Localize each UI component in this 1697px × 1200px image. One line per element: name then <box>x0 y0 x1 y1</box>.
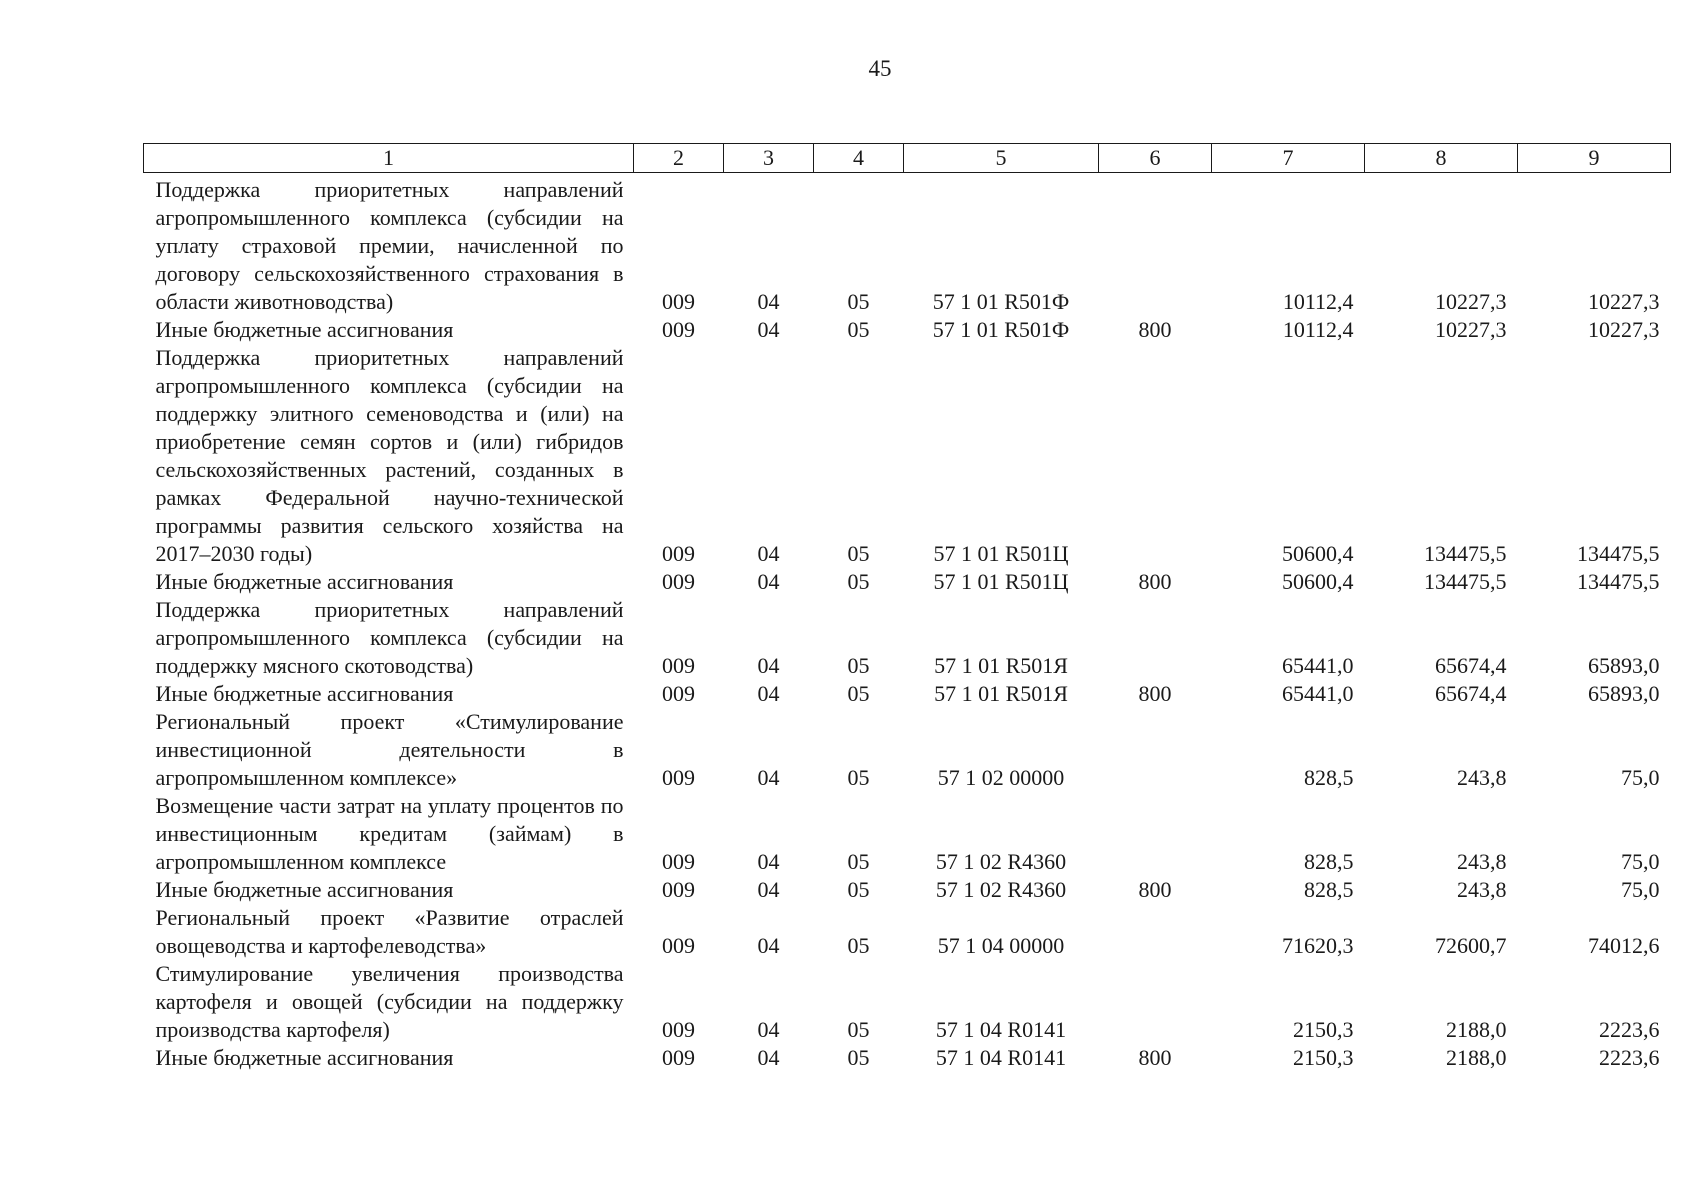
row-name: Региональный проект «Стимулирование инвестиционной деятельности в агропромышленном комплексе» <box>155 709 624 790</box>
amount-col7: 828,5 <box>1304 849 1354 874</box>
target-article-code: 57 1 01 R501Я <box>934 681 1068 706</box>
subsection-code: 05 <box>847 933 870 958</box>
column-header: 8 <box>1365 144 1518 173</box>
table-row <box>144 708 1671 792</box>
target-article-code: 57 1 04 R0141 <box>935 1045 1067 1070</box>
target-article-code: 57 1 01 R501Я <box>934 653 1068 678</box>
ministry-code: 009 <box>662 569 695 594</box>
amount-col8: 10227,3 <box>1435 289 1507 314</box>
subsection-code: 05 <box>847 1017 870 1042</box>
row-name: Поддержка приоритетных направлений агропромышленного комплекса (субсидии на уплату страховой премии, начисленной по договору сельскохозяйственного страхования в области животноводства) <box>155 177 624 314</box>
subsection-code: 05 <box>847 569 870 594</box>
ministry-code: 009 <box>662 1045 695 1070</box>
column-header: 3 <box>724 144 814 173</box>
target-article-code: 57 1 01 R501Ц <box>933 541 1069 566</box>
column-header: 1 <box>144 144 634 173</box>
header-row <box>144 144 1671 173</box>
column-header: 7 <box>1212 144 1365 173</box>
expense-type-code: 800 <box>1138 317 1172 342</box>
subsection-code: 05 <box>847 681 870 706</box>
table-row <box>144 876 1671 904</box>
amount-col9: 65893,0 <box>1588 681 1660 706</box>
section-code: 04 <box>757 317 780 342</box>
row-name: Возмещение части затрат на уплату процентов по инвестиционным кредитам (займам) в агропромышленном комплексе <box>155 793 624 874</box>
ministry-code: 009 <box>662 849 695 874</box>
amount-col8: 10227,3 <box>1435 317 1507 342</box>
ministry-code: 009 <box>662 1017 695 1042</box>
row-name: Иные бюджетные ассигнования <box>155 569 454 594</box>
amount-col9: 2223,6 <box>1599 1045 1660 1070</box>
amount-col8: 134475,5 <box>1424 569 1507 594</box>
section-code: 04 <box>757 933 780 958</box>
amount-col7: 65441,0 <box>1282 681 1354 706</box>
subsection-code: 05 <box>847 877 870 902</box>
amount-col9: 75,0 <box>1621 765 1660 790</box>
section-code: 04 <box>757 681 780 706</box>
ministry-code: 009 <box>662 289 695 314</box>
expense-type-code: 800 <box>1138 681 1172 706</box>
target-article-code: 57 1 04 00000 <box>937 933 1065 958</box>
subsection-code: 05 <box>847 849 870 874</box>
amount-col7: 2150,3 <box>1293 1017 1354 1042</box>
row-name: Стимулирование увеличения производства картофеля и овощей (субсидии на поддержку производства картофеля) <box>155 961 624 1042</box>
amount-col9: 134475,5 <box>1577 569 1660 594</box>
subsection-code: 05 <box>847 541 870 566</box>
amount-col7: 50600,4 <box>1282 541 1354 566</box>
budget-table <box>143 143 1671 1072</box>
column-header: 9 <box>1518 144 1671 173</box>
row-name: Региональный проект «Развитие отраслей овощеводства и картофелеводства» <box>155 905 624 958</box>
ministry-code: 009 <box>662 933 695 958</box>
target-article-code: 57 1 04 R0141 <box>935 1017 1067 1042</box>
expense-type-code <box>1099 960 1212 1044</box>
amount-col8: 134475,5 <box>1424 541 1507 566</box>
table-row <box>144 904 1671 960</box>
target-article-code: 57 1 02 R4360 <box>935 877 1067 902</box>
target-article-code: 57 1 02 R4360 <box>935 849 1067 874</box>
amount-col8: 243,8 <box>1457 849 1507 874</box>
amount-col9: 10227,3 <box>1588 317 1660 342</box>
table-row <box>144 316 1671 344</box>
row-name: Иные бюджетные ассигнования <box>155 1045 454 1070</box>
row-name: Иные бюджетные ассигнования <box>155 317 454 342</box>
table-row <box>144 596 1671 680</box>
section-code: 04 <box>757 653 780 678</box>
section-code: 04 <box>757 1017 780 1042</box>
ministry-code: 009 <box>662 877 695 902</box>
ministry-code: 009 <box>662 541 695 566</box>
target-article-code: 57 1 02 00000 <box>937 765 1065 790</box>
amount-col8: 2188,0 <box>1446 1045 1507 1070</box>
table-row <box>144 344 1671 568</box>
column-header: 4 <box>814 144 904 173</box>
amount-col8: 2188,0 <box>1446 1017 1507 1042</box>
table-row <box>144 960 1671 1044</box>
amount-col8: 65674,4 <box>1435 681 1507 706</box>
row-name: Поддержка приоритетных направлений агропромышленного комплекса (субсидии на поддержку мясного скотоводства) <box>155 597 624 678</box>
section-code: 04 <box>757 849 780 874</box>
ministry-code: 009 <box>662 653 695 678</box>
row-name: Иные бюджетные ассигнования <box>155 681 454 706</box>
section-code: 04 <box>757 541 780 566</box>
amount-col7: 10112,4 <box>1282 317 1354 342</box>
amount-col7: 828,5 <box>1304 877 1354 902</box>
section-code: 04 <box>757 877 780 902</box>
ministry-code: 009 <box>662 765 695 790</box>
amount-col7: 10112,4 <box>1282 289 1354 314</box>
expense-type-code <box>1099 596 1212 680</box>
table-row <box>144 173 1671 317</box>
subsection-code: 05 <box>847 765 870 790</box>
amount-col7: 50600,4 <box>1282 569 1354 594</box>
amount-col7: 2150,3 <box>1293 1045 1354 1070</box>
target-article-code: 57 1 01 R501Ф <box>932 317 1070 342</box>
amount-col8: 243,8 <box>1457 877 1507 902</box>
amount-col9: 10227,3 <box>1588 289 1660 314</box>
expense-type-code <box>1099 904 1212 960</box>
expense-type-code: 800 <box>1138 1045 1172 1070</box>
expense-type-code <box>1099 344 1212 568</box>
column-header: 6 <box>1099 144 1212 173</box>
subsection-code: 05 <box>847 653 870 678</box>
table-row <box>144 1044 1671 1072</box>
ministry-code: 009 <box>662 317 695 342</box>
amount-col8: 243,8 <box>1457 765 1507 790</box>
amount-col8: 72600,7 <box>1435 933 1507 958</box>
expense-type-code <box>1099 708 1212 792</box>
subsection-code: 05 <box>847 317 870 342</box>
target-article-code: 57 1 01 R501Ф <box>932 289 1070 314</box>
amount-col9: 75,0 <box>1621 877 1660 902</box>
ministry-code: 009 <box>662 681 695 706</box>
amount-col9: 65893,0 <box>1588 653 1660 678</box>
row-name: Иные бюджетные ассигнования <box>155 877 454 902</box>
table-row <box>144 680 1671 708</box>
amount-col8: 65674,4 <box>1435 653 1507 678</box>
amount-col7: 71620,3 <box>1282 933 1354 958</box>
table-row <box>144 568 1671 596</box>
amount-col9: 74012,6 <box>1588 933 1660 958</box>
column-header: 5 <box>904 144 1099 173</box>
table-row <box>144 792 1671 876</box>
subsection-code: 05 <box>847 1045 870 1070</box>
amount-col9: 75,0 <box>1621 849 1660 874</box>
amount-col9: 2223,6 <box>1599 1017 1660 1042</box>
section-code: 04 <box>757 1045 780 1070</box>
page-number: 45 <box>868 56 892 81</box>
expense-type-code <box>1099 792 1212 876</box>
amount-col9: 134475,5 <box>1577 541 1660 566</box>
expense-type-code: 800 <box>1138 569 1172 594</box>
expense-type-code: 800 <box>1138 877 1172 902</box>
row-name: Поддержка приоритетных направлений агропромышленного комплекса (субсидии на поддержку элитного семеноводства и (или) на приобретение семян сортов и (или) гибридов сельскохозяйственных растений, созданных в рамках Федеральной научно-технической программы развития сельского хозяйства на 2017–2030 годы) <box>155 345 624 566</box>
amount-col7: 828,5 <box>1304 765 1354 790</box>
expense-type-code <box>1099 173 1212 317</box>
section-code: 04 <box>757 765 780 790</box>
subsection-code: 05 <box>847 289 870 314</box>
amount-col7: 65441,0 <box>1282 653 1354 678</box>
column-header: 2 <box>634 144 724 173</box>
target-article-code: 57 1 01 R501Ц <box>933 569 1069 594</box>
section-code: 04 <box>757 569 780 594</box>
section-code: 04 <box>757 289 780 314</box>
